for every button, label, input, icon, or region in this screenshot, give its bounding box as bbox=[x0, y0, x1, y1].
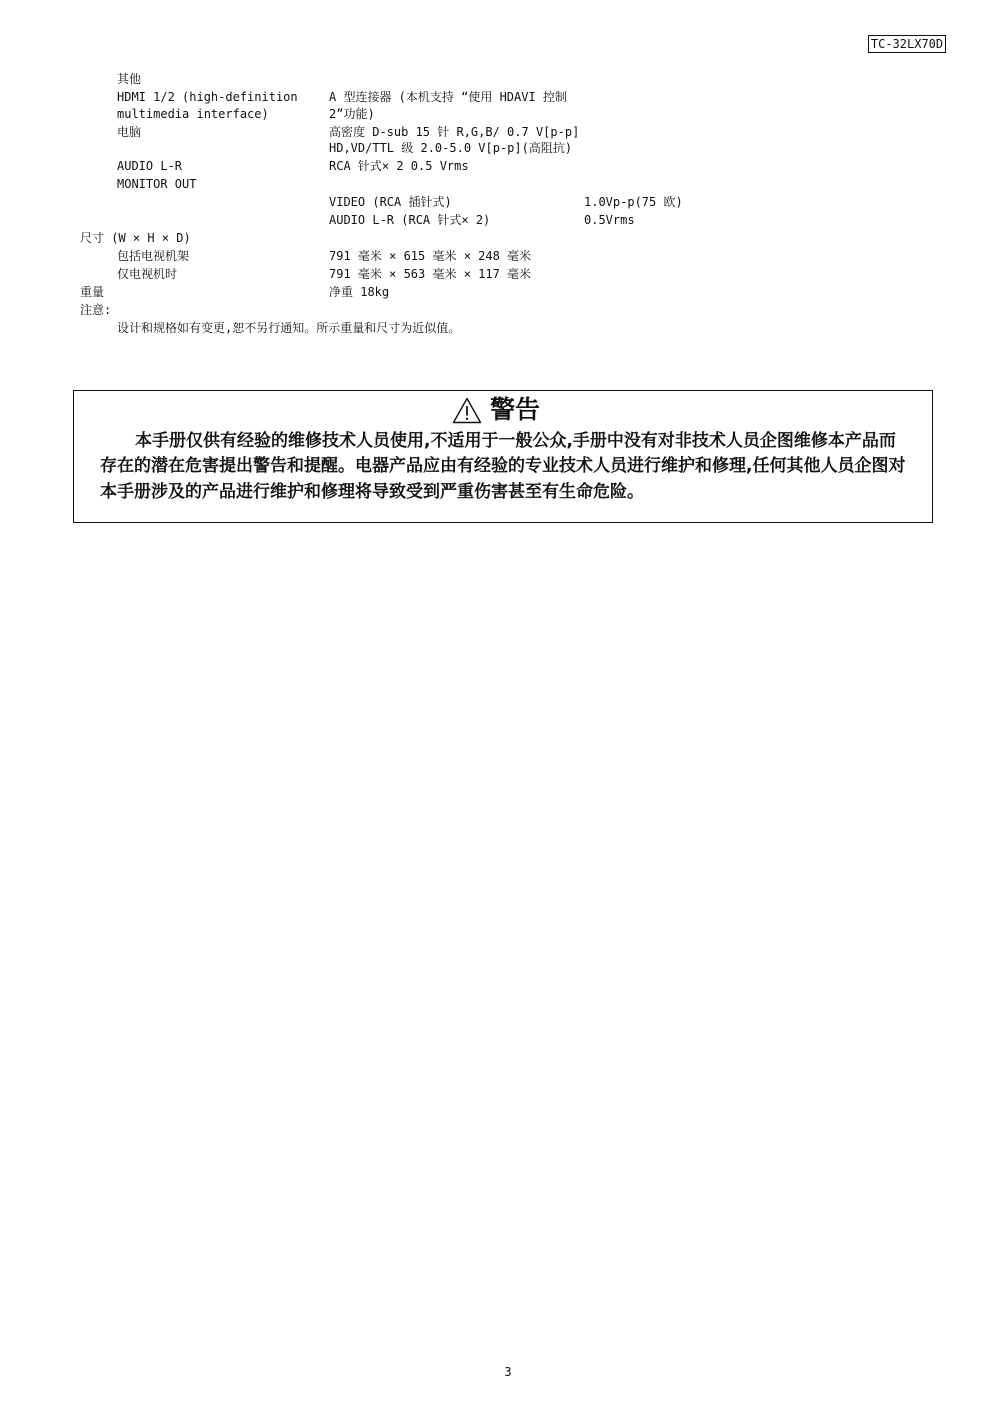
spec-label-tv-only: 仅电视机时 bbox=[117, 267, 178, 281]
warning-title: 警告 bbox=[490, 395, 541, 424]
warning-box bbox=[73, 390, 933, 523]
spec-value-weight: 净重 18kg bbox=[329, 285, 390, 299]
warning-text-line: 存在的潜在危害提出警告和提醒。电器产品应由有经验的专业技术人员进行维护和修理,任何其他人员企图对 bbox=[100, 456, 906, 476]
warning-triangle-icon bbox=[452, 397, 482, 424]
spec-value-tv-only: 791 毫米 × 563 毫米 × 117 毫米 bbox=[329, 267, 532, 281]
spec-value-hdmi-cont: 2”功能) bbox=[329, 107, 375, 121]
spec-label-monitor-out: MONITOR OUT bbox=[117, 177, 197, 191]
model-number-box: TC-32LX70D bbox=[868, 35, 946, 53]
spec-value-monitor-audio: 0.5Vrms bbox=[584, 213, 635, 227]
page-number: 3 bbox=[504, 1365, 512, 1379]
spec-label-monitor-video: VIDEO (RCA 插针式) bbox=[329, 195, 452, 209]
spec-value-pc-rgb: 高密度 D-sub 15 针 R,G,B/ 0.7 V[p-p] bbox=[329, 125, 580, 139]
spec-label-monitor-audio: AUDIO L-R (RCA 针式× 2) bbox=[329, 213, 491, 227]
note-label: 注意: bbox=[80, 303, 112, 317]
spec-value-pc-sync: HD,VD/TTL 级 2.0-5.0 V[p-p](高阻抗) bbox=[329, 141, 573, 155]
spec-heading-dimensions: 尺寸 (W × H × D) bbox=[80, 231, 191, 245]
warning-text-line: 本手册仅供有经验的维修技术人员使用,不适用于一般公众,手册中没有对非技术人员企图维修本产品而 bbox=[135, 431, 896, 451]
spec-label-pc: 电脑 bbox=[117, 125, 142, 139]
spec-label-audio: AUDIO L-R bbox=[117, 159, 183, 173]
warning-text-line: 本手册涉及的产品进行维护和修理将导致受到严重伤害甚至有生命危险。 bbox=[100, 482, 644, 502]
spec-value-monitor-video: 1.0Vp-p(75 欧) bbox=[584, 195, 683, 209]
spec-value-with-stand: 791 毫米 × 615 毫米 × 248 毫米 bbox=[329, 249, 532, 263]
spec-label-weight: 重量 bbox=[80, 285, 105, 299]
spec-label-hdmi-cont: multimedia interface) bbox=[117, 107, 269, 121]
spec-label-hdmi: HDMI 1/2 (high-definition bbox=[117, 90, 298, 104]
spec-value-audio: RCA 针式× 2 0.5 Vrms bbox=[329, 159, 469, 173]
spec-value-hdmi: A 型连接器 (本机支持 “使用 HDAVI 控制 bbox=[329, 90, 567, 104]
note-text: 设计和规格如有变更,恕不另行通知。所示重量和尺寸为近似值。 bbox=[117, 321, 461, 335]
spec-label-with-stand: 包括电视机架 bbox=[117, 249, 190, 263]
spec-heading-other: 其他 bbox=[117, 72, 142, 86]
